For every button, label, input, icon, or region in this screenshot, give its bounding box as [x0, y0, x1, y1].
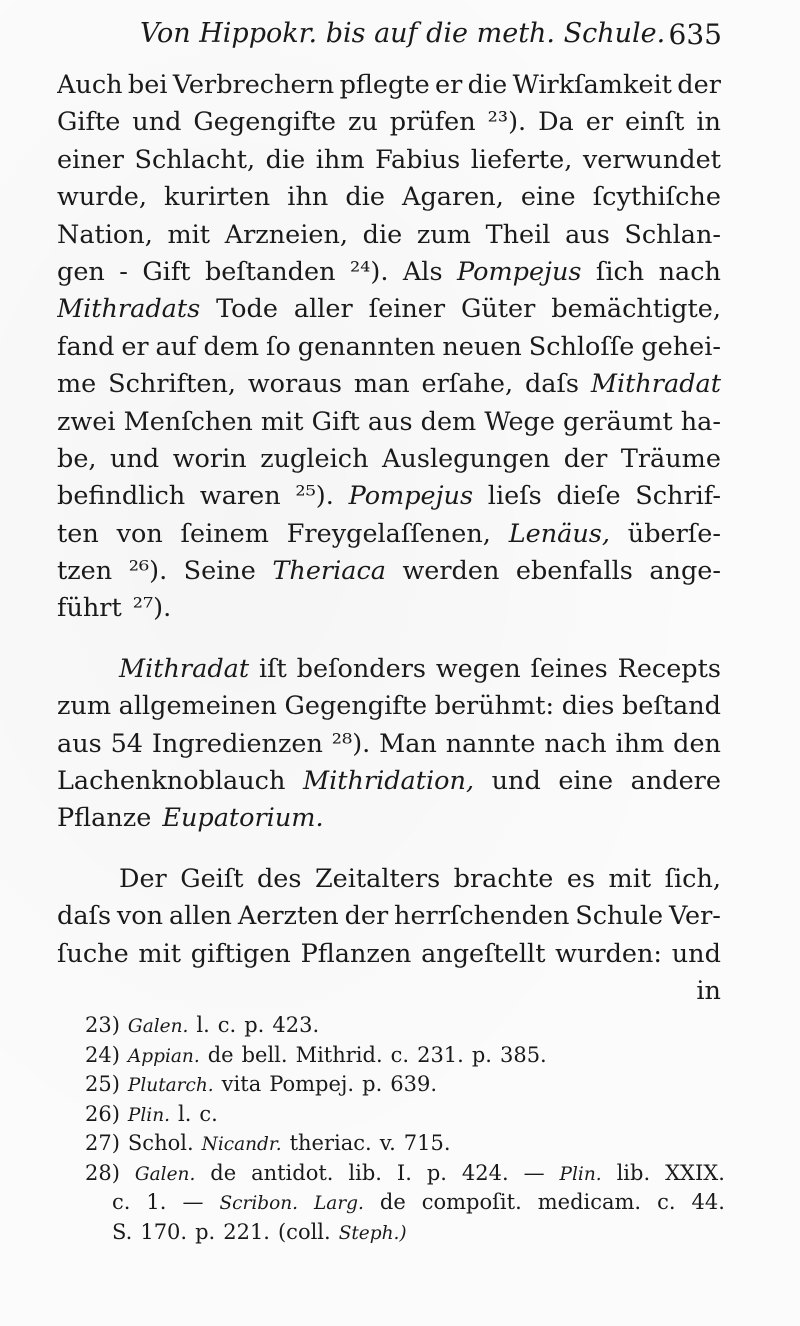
word: von — [116, 901, 164, 932]
word: ten — [57, 518, 99, 549]
word: Freygelaſſenen, — [286, 518, 491, 549]
word: daſs — [524, 369, 579, 400]
word: Auslegungen — [382, 443, 551, 474]
text-line — [57, 257, 721, 294]
word: Schrif- — [635, 481, 721, 512]
footnote-word: Mithrid. — [295, 1042, 383, 1067]
word: Der — [119, 863, 167, 894]
italic-word: Mithridation, — [302, 766, 475, 797]
word: Fabius — [375, 144, 461, 175]
paragraph-gap — [57, 841, 721, 864]
text-line — [57, 444, 721, 481]
word: Geiſt — [180, 863, 244, 894]
footnote-word: (coll. — [277, 1219, 331, 1244]
footnote — [85, 1131, 725, 1161]
word: Auch — [57, 70, 123, 100]
word: führt — [57, 593, 122, 624]
footnotes — [85, 1013, 725, 1249]
word: gen — [57, 256, 105, 287]
footnote-word: v. — [379, 1131, 396, 1155]
footnote-word: S. — [112, 1219, 133, 1244]
word: ſich, — [664, 863, 721, 894]
word: fand — [57, 331, 115, 362]
footnote — [85, 1043, 725, 1073]
word: ſeines — [530, 653, 608, 684]
word: Theil — [485, 219, 551, 250]
word: ²³). — [487, 107, 527, 138]
word: Wirkſamkeit — [512, 70, 672, 100]
word: ihm — [615, 728, 665, 759]
word: in — [696, 107, 721, 138]
text-line — [57, 332, 721, 369]
footnote-italic-word: Steph.) — [338, 1222, 407, 1244]
footnote-word: antidot. — [251, 1160, 334, 1185]
word: brachte — [453, 863, 554, 894]
text-line — [57, 182, 721, 219]
word: wegen — [435, 653, 521, 684]
word: von — [116, 518, 163, 549]
text-line — [57, 729, 721, 766]
text-line — [57, 593, 721, 630]
text-line — [57, 654, 721, 691]
word: die — [265, 144, 306, 175]
italic-word: Mithradat — [590, 369, 721, 400]
word: Arzneien, — [224, 219, 349, 250]
word: er — [121, 331, 149, 362]
footnote-word: 44. — [691, 1190, 725, 1214]
footnote-word: 27) — [85, 1131, 120, 1155]
word: prüfen — [389, 107, 476, 138]
footnote-word: — — [523, 1160, 545, 1185]
footnote-italic-word: Plin. — [559, 1163, 602, 1185]
word: ²⁸). — [331, 728, 371, 759]
footnote-word: I. — [396, 1160, 412, 1185]
footnote-italic-word: Scribon. — [219, 1193, 299, 1214]
footnote-word: 25) — [85, 1072, 120, 1096]
word: kurirten — [164, 182, 271, 213]
paragraph-gap — [57, 631, 721, 654]
word: mit — [167, 219, 211, 250]
footnote-word: c. — [217, 1013, 237, 1037]
word: zum — [57, 691, 112, 722]
italic-word: Pompejus — [348, 481, 474, 512]
text-line — [57, 976, 721, 1013]
footnote-word: p. — [244, 1013, 265, 1037]
word: auf — [155, 331, 197, 362]
word: beſtanden — [204, 256, 336, 287]
word: aus — [565, 219, 610, 250]
word: tzen — [57, 556, 113, 587]
footnote-word: p. — [426, 1160, 447, 1185]
word: Schlan- — [624, 219, 721, 250]
text-line — [57, 556, 721, 593]
word: be, — [57, 443, 97, 474]
word: ihm — [315, 144, 365, 175]
word: Menſchen — [123, 406, 253, 437]
footnote-word: XXIX. — [665, 1160, 725, 1185]
word: und — [132, 107, 182, 138]
word: ²⁶). — [128, 556, 168, 587]
page-header — [140, 12, 722, 52]
text-line — [57, 407, 721, 444]
word: Seine — [183, 556, 256, 587]
footnote-word: c. — [657, 1190, 676, 1214]
footnote — [85, 1013, 725, 1043]
word: ²⁷). — [132, 593, 172, 624]
word: neuen — [442, 331, 522, 362]
word: woraus — [247, 369, 342, 400]
word: Schloſſe — [528, 331, 635, 362]
footnote-word: c. — [112, 1190, 131, 1214]
word: gehei- — [641, 331, 721, 362]
word: Gifte — [57, 107, 121, 138]
paragraph — [57, 864, 721, 1014]
word: ſeiner — [368, 294, 446, 325]
word: Wege — [484, 406, 555, 437]
footnote-word: — — [182, 1190, 204, 1214]
paragraph — [57, 654, 721, 841]
word: me — [57, 369, 97, 400]
footnote-italic-word: Galen. — [134, 1163, 196, 1185]
word: ebenfalls — [515, 556, 633, 587]
word: nach — [658, 256, 721, 287]
word: mit — [138, 938, 181, 969]
word: Agaren, — [402, 182, 504, 213]
word: angeſtellt — [421, 938, 546, 969]
word: der — [563, 443, 608, 474]
text-line — [57, 107, 721, 144]
footnote-word: compoſit. — [421, 1190, 522, 1214]
text-line — [57, 803, 721, 840]
text-line — [57, 864, 721, 901]
word: giftigen — [190, 938, 291, 969]
text-line — [57, 691, 721, 728]
footnote-word: 26) — [85, 1101, 120, 1126]
footnote-word: lib. — [348, 1160, 382, 1185]
footnote-word: de — [207, 1042, 234, 1067]
word: die — [345, 182, 385, 213]
footnote-word: Pompej. — [269, 1072, 355, 1096]
word: in — [696, 975, 721, 1006]
word: beſonders — [296, 653, 426, 684]
word: lieferte, — [470, 144, 573, 175]
text-line — [57, 220, 721, 257]
footnote-word: bell. — [241, 1042, 288, 1067]
word: der — [344, 901, 389, 932]
word: eine — [558, 766, 614, 797]
footnote-word: de — [379, 1190, 406, 1214]
footnote-italic-word: Appian. — [127, 1045, 200, 1067]
italic-word: Mithradats — [57, 294, 201, 325]
word: einſt — [624, 107, 685, 138]
footnote-word: 231. — [417, 1042, 464, 1067]
footnote-word: 23) — [85, 1013, 120, 1037]
footnote-word: 28) — [85, 1160, 120, 1185]
word: nannte — [445, 728, 536, 759]
word: daſs — [57, 901, 112, 932]
word: erſahe, — [421, 369, 514, 400]
word: überſe- — [627, 518, 721, 549]
word: Pflanzen — [300, 938, 412, 969]
word: aus — [367, 406, 413, 437]
footnote-continuation — [85, 1220, 725, 1250]
word: bemächtigte, — [551, 294, 721, 325]
footnote-word: Schol. — [127, 1131, 194, 1155]
word: ſeinem — [180, 518, 269, 549]
footnote-word: theriac. — [289, 1131, 372, 1155]
word: Schlacht, — [134, 144, 256, 175]
footnote — [85, 1102, 725, 1132]
word: herrſchenden — [394, 901, 570, 932]
word: dem — [420, 406, 477, 437]
word: geräumt — [563, 406, 673, 437]
word: Schriften, — [108, 369, 236, 400]
footnote-italic-word: Nicandr. — [201, 1134, 282, 1155]
word: Zeitalters — [314, 863, 441, 894]
word: waren — [199, 481, 281, 512]
word: Pflanze — [57, 803, 152, 834]
word: Ver- — [668, 901, 721, 932]
word: wurde, — [57, 182, 147, 213]
footnote-word: 170. — [140, 1219, 188, 1244]
footnote-word: 24) — [85, 1042, 120, 1067]
text-line — [57, 901, 721, 938]
word: andere — [630, 766, 721, 797]
word: den — [673, 728, 721, 759]
word: ſo — [266, 331, 291, 362]
word: ange- — [649, 556, 721, 587]
text-line — [57, 939, 721, 976]
word: dies — [561, 691, 615, 722]
word: mit — [260, 406, 304, 437]
word: Man — [379, 728, 437, 759]
running-title: Von Hippokr. bis auf die meth. Schule. — [140, 18, 666, 49]
word: des — [256, 863, 302, 894]
footnote-word: medicam. — [537, 1190, 642, 1214]
footnote-word: 423. — [272, 1013, 320, 1037]
word: Verbrechern — [172, 70, 335, 100]
footnote-italic-word: Plin. — [127, 1104, 170, 1126]
page-number: 635 — [668, 18, 722, 51]
word: allgemeinen — [118, 691, 277, 722]
footnote-word: l. — [196, 1013, 210, 1037]
word: wurden: — [555, 938, 663, 969]
word: Aerzten — [237, 901, 339, 932]
word: verwundet — [582, 144, 721, 175]
footnote-word: p. — [195, 1219, 216, 1244]
word: ²⁵). — [295, 481, 334, 512]
word: befindlich — [57, 481, 186, 512]
italic-word: Theriaca — [272, 556, 386, 587]
word: ha- — [680, 406, 721, 437]
word: er — [585, 107, 614, 138]
word: ihn — [287, 182, 329, 213]
word: Güter — [461, 294, 536, 325]
text-line — [57, 145, 721, 182]
word: die — [467, 70, 508, 100]
word: zwei — [57, 406, 116, 437]
text-line — [57, 519, 721, 556]
footnote-word: c. — [199, 1101, 218, 1126]
italic-word: Mithradat — [119, 653, 250, 684]
word: dieſe — [556, 481, 621, 512]
footnote-continuation — [85, 1190, 725, 1220]
footnote-word: 385. — [499, 1042, 547, 1067]
word: allen — [168, 901, 232, 932]
footnote-word: 424. — [461, 1160, 509, 1185]
text-line — [57, 481, 721, 518]
text-line — [57, 766, 721, 803]
word: die — [362, 219, 403, 250]
text-line — [57, 369, 721, 406]
text-line — [57, 70, 721, 107]
italic-word: Pompejus — [456, 256, 582, 287]
word: zum — [416, 219, 471, 250]
word: aller — [293, 294, 353, 325]
footnote-word: de — [210, 1160, 237, 1185]
word: lieſs — [487, 481, 542, 512]
word: beſtand — [621, 691, 721, 722]
paragraph — [57, 70, 721, 631]
word: ſich — [595, 256, 645, 287]
footnote-word: l. — [178, 1101, 192, 1126]
footnote-word: 1. — [146, 1190, 167, 1214]
word: er — [435, 70, 463, 100]
word: einer — [57, 144, 124, 175]
word: Gegengifte — [284, 691, 428, 722]
word: Tode — [216, 294, 278, 325]
footnote — [85, 1161, 725, 1191]
word: ²⁴). — [349, 256, 389, 287]
word: bei — [127, 70, 168, 100]
word: iſt — [258, 653, 287, 684]
footnote-word: 639. — [390, 1072, 438, 1096]
footnote-word: p. — [362, 1072, 383, 1096]
text-line — [57, 294, 721, 331]
word: es — [566, 863, 596, 894]
word: pflegte — [339, 70, 430, 100]
footnote-word: 221. — [223, 1219, 270, 1244]
word: - — [119, 256, 128, 287]
word: Gift — [311, 406, 360, 437]
word: Recepts — [617, 653, 721, 684]
word: zu — [347, 107, 378, 138]
word: Als — [402, 256, 443, 287]
footnote — [85, 1072, 725, 1102]
body-text — [57, 70, 721, 1013]
word: Träume — [620, 443, 721, 474]
word: worin — [172, 443, 247, 474]
word: werden — [402, 556, 500, 587]
word: und — [671, 938, 721, 969]
footnote-italic-word: Larg. — [314, 1193, 364, 1214]
footnote-word: c. — [390, 1042, 410, 1067]
word: zugleich — [260, 443, 369, 474]
footnote-italic-word: Galen. — [127, 1016, 189, 1037]
footnote-italic-word: Plutarch. — [127, 1075, 214, 1096]
word: mit — [608, 863, 652, 894]
word: genannten — [297, 331, 436, 362]
word: Gegengifte — [193, 107, 336, 138]
word: und — [491, 766, 541, 797]
word: Gift — [142, 256, 191, 287]
word: Lachenknoblauch — [57, 766, 286, 797]
word: ſcythiſche — [592, 182, 721, 213]
word: berühmt: — [434, 691, 555, 722]
italic-word: Eupatorium. — [162, 803, 324, 834]
word: 54 — [110, 728, 144, 759]
word: Nation, — [57, 219, 153, 250]
word: Ingredienzen — [151, 728, 323, 759]
word: der — [677, 70, 721, 100]
word: ſuche — [57, 938, 129, 969]
italic-word: Lenäus, — [508, 518, 610, 549]
word: eine — [520, 182, 576, 213]
word: dem — [203, 331, 260, 362]
word: Schule — [575, 901, 664, 932]
word: man — [353, 369, 410, 400]
word: und — [110, 443, 160, 474]
word: nach — [544, 728, 607, 759]
word: aus — [57, 728, 102, 759]
footnote-word: p. — [471, 1042, 492, 1067]
footnote-word: vita — [221, 1072, 262, 1096]
word: Da — [538, 107, 574, 138]
footnote-word: lib. — [616, 1160, 651, 1185]
footnote-word: 715. — [403, 1131, 451, 1155]
